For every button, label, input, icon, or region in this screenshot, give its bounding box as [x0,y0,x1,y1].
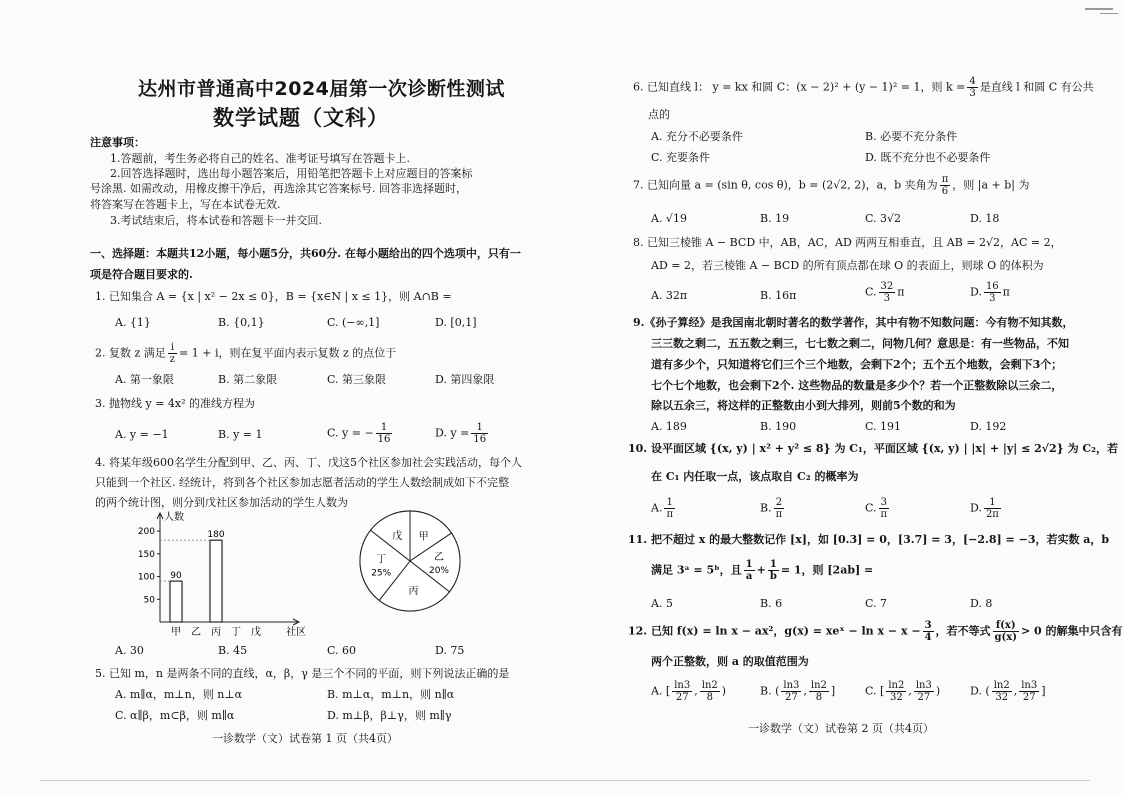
q1-option-d: D. [0,1] [435,316,477,329]
x-axis-label: 社区 [286,627,306,638]
q9-stem-line-5: 除以五余三，将这样的正整数由小到大排列，则前5个数的和为 [651,399,956,412]
q4-option-b: B. 45 [218,644,248,657]
pie-slice-label: 丙 [408,585,419,597]
q10-option-a: A. $\frac{1}{\pi}$ [651,497,674,520]
pie-slice-label: 戊 [392,530,403,542]
q10-option-b: B. $\frac{2}{\pi}$ [760,497,783,520]
scan-edge [40,780,1090,781]
q5-option-b: B. m⊥α，m⊥n，则 n∥α [327,688,455,701]
y-tick-label: 100 [137,572,155,583]
data-label: 180 [207,530,225,541]
q4-stem-line-3: 的两个统计图，则分到戊社区参加活动的学生人数为 [95,496,348,509]
q12-option-a: A. [ $\frac{\ln 3}{27}$ , $\frac{\ln 2}{8}$ ) [651,680,727,703]
q12-option-d: D. ( $\frac{\ln 2}{32}$ , $\frac{\ln 3}{27}$ ] [970,680,1046,703]
exam-subtitle: 数学试题（文科） [213,106,389,130]
q3-option-a: A. y = −1 [115,428,169,441]
q11-option-a: A. 5 [651,597,673,610]
bar [170,581,182,622]
x-tick-label: 丁 [231,627,241,638]
q9-stem-line-1: 9.《孙子算经》是我国南北朝时著名的数学著作，其中有物不知数问题：今有物不知其数， [633,316,1074,329]
bar-chart [118,510,318,640]
pie-slice-value: 20% [428,566,449,577]
note-line-2: 2.回答选择题时，选出每小题答案后，用铅笔把答题卡上对应题目的答案标 [110,167,473,180]
q12-option-c: C. [ $\frac{\ln 2}{32}$ , $\frac{\ln 3}{27}$ ) [865,680,941,703]
q5-option-d: D. m⊥β，β⊥γ，则 m∥γ [327,709,452,722]
q4-option-a: A. 30 [115,644,144,657]
y-tick-label: 200 [137,527,155,538]
q9-option-a: A. 189 [651,420,687,433]
section-heading-line-2: 项是符合题目要求的. [90,268,193,281]
q6-option-d: D. 既不充分也不必要条件 [865,151,991,164]
q1-stem: 1. 已知集合 A = {x | x² − 2x ≤ 0}，B = {x∈N | x ≤ 1}，则 A∩B = [95,290,452,303]
notes-heading: 注意事项： [90,136,145,149]
x-tick-label: 乙 [191,627,201,638]
q3-option-d: D. y = $\frac{1}{16}$ [435,422,487,445]
q10-stem-line-1: 10. 设平面区域 {(x, y) | x² + y² ≤ 8} 为 C₁，平面区域 {(x, y) | |x| + |y| ≤ 2√2} 为 C₂，若 [628,442,1118,455]
q9-option-d: D. 192 [970,420,1007,433]
q9-stem-line-4: 七个七个地数，也会剩下2个. 这些物品的数量是多少个？若一个正整数除以三余二， [651,379,1063,392]
q11-stem-line-1: 11. 把不超过 x 的最大整数记作 [x]，如 [0.3] = 0，[3.7] = 3，[−2.8] = −3，若实数 a，b [628,533,1110,546]
page-footer-2: 一诊数学（文）试卷第 2 页（共4页） [748,722,934,735]
note-line-1: 1.答题前，考生务必将自己的姓名、准考证号填写在答题卡上. [110,152,410,165]
q6-stem-line-2: 点的 [648,108,670,121]
q6-option-a: A. 充分不必要条件 [651,130,743,143]
exam-page-2 [560,0,1123,794]
q5-stem: 5. 已知 m，n 是两条不同的直线，α，β，γ 是三个不同的平面，则下列说法正确的是 [95,667,510,680]
q6-stem: 6. 已知直线 l： y = kx 和圆 C：(x − 2)² + (y − 1)² = 1，则 k = $\frac{4}{3}$ 是直线 l 和圆 C 有公共 [633,76,1094,99]
q4-option-c: C. 60 [327,644,357,657]
q5-option-c: C. α∥β，m⊂β，则 m∥α [115,709,235,722]
q4-stem-line-1: 4. 将某年级600名学生分配到甲、乙、丙、丁、戊这5个社区参加社会实践活动，每个人 [95,456,522,469]
q1-option-a: A. {1} [115,316,151,329]
pie-slice-value: 25% [371,568,392,579]
q8-option-d: D. $\frac{16}{3}$ π [970,281,1010,304]
q1-option-c: C. (−∞,1] [327,316,380,329]
q8-option-b: B. 16π [760,289,797,302]
q7-option-c: C. 3√2 [865,212,902,225]
q11-option-d: D. 8 [970,597,993,610]
y-axis-label: 人数 [164,512,184,523]
q2-stem: 2. 复数 z 满足 $\frac{i}{z}$ = 1 + i，则在复平面内表示复数 z 的点位于 [95,342,397,365]
q8-option-a: A. 32π [651,289,688,302]
scan-mark [1085,8,1113,10]
q6-option-b: B. 必要不充分条件 [865,130,958,143]
q4-option-d: D. 75 [435,644,465,657]
q11-option-c: C. 7 [865,597,888,610]
x-tick-label: 甲 [171,627,181,638]
note-line-5: 3.考试结束后，将本试卷和答题卡一并交回. [110,214,322,227]
q2-option-c: C. 第三象限 [327,373,387,386]
q12-stem-line-2: 两个正整数，则 a 的取值范围为 [651,655,809,668]
pie-slice-label: 丁 [376,554,387,566]
y-tick-label: 150 [137,549,155,560]
scan-mark [1100,13,1118,14]
q8-stem-line-2: AD = 2，若三棱锥 A − BCD 的所有顶点都在球 O 的表面上，则球 O 的体积为 [651,259,1044,272]
q3-option-c: C. y = − $\frac{1}{16}$ [327,422,391,445]
q8-option-c: C. $\frac{32}{3}$ π [865,281,905,304]
pie-slice-label: 甲 [418,531,429,543]
q7-option-d: D. 18 [970,212,1000,225]
page-footer-1: 一诊数学（文）试卷第 1 页（共4页） [212,732,398,745]
section-heading-line-1: 一、选择题：本题共12小题，每小题5分，共60分. 在每小题给出的四个选项中，只有一 [90,247,521,260]
x-tick-label: 戊 [251,627,261,638]
q5-option-a: A. m∥α，m⊥n，则 n⊥α [115,688,243,701]
q11-option-b: B. 6 [760,597,783,610]
q7-option-b: B. 19 [760,212,790,225]
q3-option-b: B. y = 1 [218,428,263,441]
note-line-3: 号涂黑. 如需改动，用橡皮擦干净后，再选涂其它答案标号. 回答非选择题时， [90,182,467,195]
bar [210,540,222,622]
note-line-4: 将答案写在答题卡上，写在本试卷无效. [90,198,281,211]
data-label: 90 [170,571,182,582]
q7-option-a: A. √19 [651,212,687,225]
x-tick-label: 丙 [211,627,221,638]
q10-option-d: D. $\frac{1}{2\pi}$ [970,497,999,520]
pie-slice-label: 乙 [433,552,444,564]
q9-option-b: B. 190 [760,420,797,433]
y-tick-label: 50 [143,595,155,606]
q12-stem-line-1: 12. 已知 f(x) = ln x − ax²，g(x) = xeˣ − ln x − x − $\frac{3}{4}$ ，若不等式 $\frac{f(x)}{g(x)}$ > 0 的解集中只含有 [628,620,1123,643]
fraction: $\frac{i}{z}$ [169,342,176,365]
pie-chart [355,506,465,616]
exam-page-1 [0,0,560,794]
q10-stem-line-2: 在 C₁ 内任取一点，该点取自 C₂ 的概率为 [651,470,859,483]
q4-stem-line-2: 只能到一个社区. 经统计，将到各个社区参加志愿者活动的学生人数绘制成如下不完整 [95,476,509,489]
q9-stem-line-2: 三三数之剩二，五五数之剩三，七七数之剩二，问物几何？意思是：有一些物品，不知 [651,337,1069,350]
q6-option-c: C. 充要条件 [651,151,711,164]
q1-option-b: B. {0,1} [218,316,265,329]
q2-option-b: B. 第二象限 [218,373,278,386]
exam-title: 达州市普通高中2024届第一次诊断性测试 [138,78,505,100]
q8-stem-line-1: 8. 已知三棱锥 A − BCD 中，AB，AC，AD 两两互相垂直，且 AB = 2√2，AC = 2， [633,236,1062,249]
q7-stem: 7. 已知向量 a = (sin θ, cos θ)，b = (2√2, 2)，a，b 夹角为 $\frac{\pi}{6}$ ，则 |a + b| 为 [633,174,1030,197]
q3-stem: 3. 抛物线 y = 4x² 的准线方程为 [95,397,256,410]
q11-stem-line-2: 满足 3ᵃ = 5ᵇ，且 $\frac{1}{a}$ + $\frac{1}{b}$ = 1，则 [2ab] = [651,559,874,582]
q2-option-d: D. 第四象限 [435,373,495,386]
q9-stem-line-3: 道有多少个，只知道将它们三个三个地数，会剩下2个；五个五个地数，会剩下3个； [651,358,1063,371]
q9-option-c: C. 191 [865,420,902,433]
q10-option-c: C. $\frac{3}{\pi}$ [865,497,888,520]
q12-option-b: B. ( $\frac{\ln 3}{27}$ , $\frac{\ln 2}{8}$ ] [760,680,836,703]
q2-option-a: A. 第一象限 [115,373,174,386]
